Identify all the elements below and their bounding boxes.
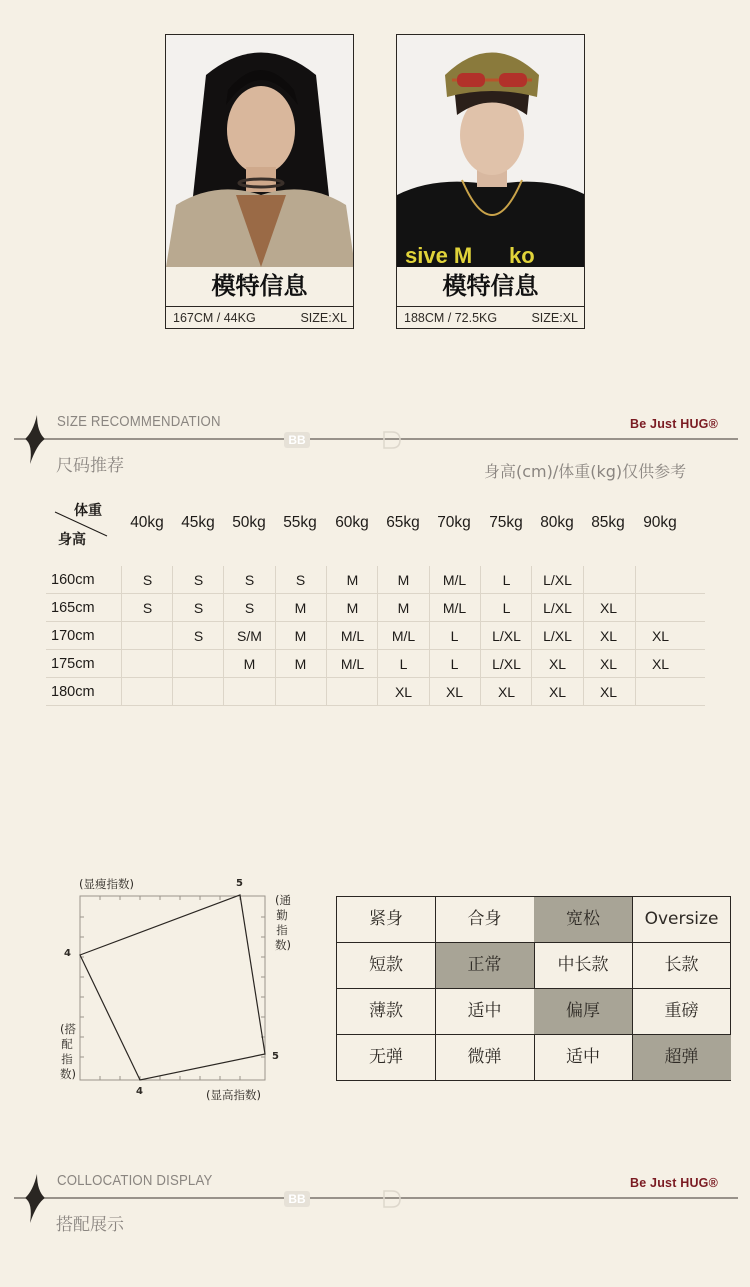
index-value-bottom: 4 [136,1086,143,1097]
section-title-cn: 尺码推荐 [56,456,124,476]
size-cell: S [193,572,204,588]
size-cell: XL [651,628,670,644]
table-row-divider [46,705,705,706]
size-cell: M [294,600,307,616]
weight-header: 60kg [335,514,369,531]
section-title-en: SIZE RECOMMENDATION [57,413,221,430]
attribute-cell: 无弹 [337,1035,436,1080]
table-row-divider [46,621,705,622]
index-label-top: (显瘦指数) [79,877,134,891]
brand-logo: Be Just HUG® [630,417,719,431]
model-size: SIZE:XL [531,311,578,325]
size-cell: XL [548,684,567,700]
section-title-en: COLLOCATION DISPLAY [57,1172,213,1189]
size-cell: L/XL [543,600,572,616]
size-cell: L [502,572,511,588]
size-cell: S [193,628,204,644]
attribute-cell: Oversize [633,897,731,943]
size-cell: M [397,572,410,588]
size-cell: S [295,572,306,588]
attribute-cell: 超弹 [633,1035,731,1080]
size-cell: L [502,600,511,616]
size-cell: M/L [340,628,365,644]
size-cell: M [346,600,359,616]
size-cell: M [397,600,410,616]
model-stats: 167CM / 44KG [173,311,256,325]
attribute-cell: 宽松 [534,897,633,943]
size-cell: L/XL [492,656,521,672]
size-cell: XL [548,656,567,672]
index-polygon [80,895,265,1080]
size-cell: XL [394,684,413,700]
brand-logo: Be Just HUG® [630,1176,719,1190]
height-label: 180cm [51,684,95,700]
model-size: SIZE:XL [300,311,347,325]
section-title-cn: 搭配展示 [56,1215,124,1235]
size-cell: M/L [340,656,365,672]
model-title: 模特信息 [442,272,539,300]
table-row-divider [46,649,705,650]
size-cell: L [399,656,408,672]
size-cell: M/L [391,628,416,644]
size-cell: XL [445,684,464,700]
weight-header: 75kg [489,514,523,531]
size-cell: XL [599,684,618,700]
svg-text:BB: BB [288,1192,306,1206]
model-card-female [165,34,354,329]
size-cell: M/L [442,572,467,588]
table-row-divider [46,593,705,594]
attribute-cell: 长款 [633,943,731,989]
size-cell: M [243,656,256,672]
size-cell: L [450,656,459,672]
attribute-cell: 薄款 [337,989,436,1035]
svg-text:ko: ko [509,243,535,267]
weight-header: 70kg [437,514,471,531]
attribute-cell: 偏厚 [534,989,633,1035]
index-value-left: 4 [64,948,71,959]
height-label: 165cm [51,600,95,616]
height-label: 160cm [51,572,95,588]
size-cell: S [142,572,153,588]
svg-text:BB: BB [288,433,306,447]
weight-header: 40kg [130,514,164,531]
size-cell: S [244,572,255,588]
weight-header: 50kg [232,514,266,531]
index-value-top: 5 [236,878,243,889]
size-cell: S [142,600,153,616]
table-row-divider [46,677,705,678]
attribute-cell: 适中 [436,989,535,1035]
size-cell: L/XL [543,572,572,588]
weight-header: 85kg [591,514,625,531]
model-info [397,306,584,329]
size-cell: XL [599,628,618,644]
size-cell: M [346,572,359,588]
size-cell: S [193,600,204,616]
size-cell: M [294,656,307,672]
index-value-right: 5 [272,1051,279,1062]
index-label-bottom: (显高指数) [206,1088,261,1102]
size-cell: L/XL [492,628,521,644]
attribute-cell: 正常 [436,943,535,989]
model-info [166,306,353,329]
corner-height-label: 身高 [58,532,86,548]
size-cell: L [450,628,459,644]
size-cell: L/XL [543,628,572,644]
weight-header: 90kg [643,514,677,531]
index-label-left: (搭配指数) [60,1022,76,1081]
size-cell: S [244,600,255,616]
model-photo-male [397,35,584,267]
attribute-cell: 紧身 [337,897,436,943]
size-cell: XL [651,656,670,672]
weight-header: 45kg [181,514,215,531]
attribute-cell: 短款 [337,943,436,989]
size-cell: M [294,628,307,644]
size-cell: S/M [237,628,262,644]
height-label: 170cm [51,628,95,644]
size-note: 身高(cm)/体重(kg)仅供参考 [484,462,687,481]
height-label: 175cm [51,656,95,672]
svg-text:sive M: sive M [405,243,473,267]
model-stats: 188CM / 72.5KG [404,311,498,325]
weight-header: 80kg [540,514,574,531]
index-label-right: (通勤指数) [275,893,291,952]
corner-weight-label: 体重 [74,503,102,519]
size-cell: M/L [442,600,467,616]
size-cell: XL [599,600,618,616]
model-card-male [396,34,585,329]
attribute-cell: 合身 [436,897,535,943]
weight-header: 55kg [283,514,317,531]
attribute-cell: 重磅 [633,989,731,1035]
attribute-cell: 微弹 [436,1035,535,1080]
attribute-cell: 中长款 [534,943,633,989]
index-chart-svg [50,872,280,1102]
size-cell: XL [497,684,516,700]
weight-header: 65kg [386,514,420,531]
size-cell: XL [599,656,618,672]
model-title: 模特信息 [211,272,308,300]
attribute-cell: 适中 [534,1035,633,1080]
attribute-grid [336,896,731,1081]
model-photo-female [166,35,353,267]
